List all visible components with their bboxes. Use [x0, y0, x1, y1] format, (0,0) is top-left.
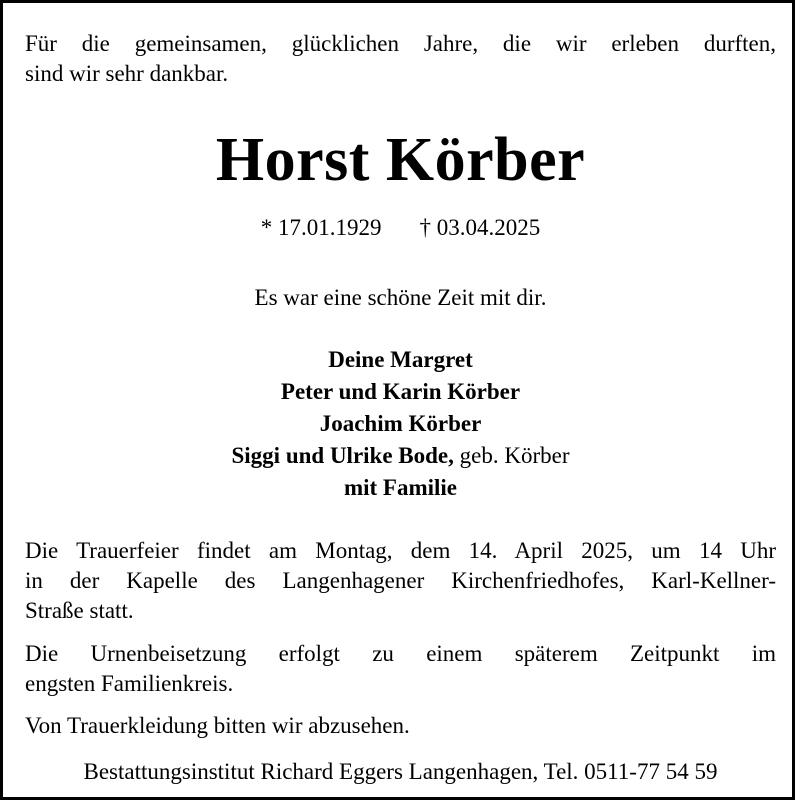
mourner-line-1: Deine Margret	[328, 347, 473, 372]
deceased-name: Horst Körber	[215, 126, 586, 194]
mourner-line-2: Peter und Karin Körber	[280, 379, 521, 404]
urn-line-1: Die Urnenbeisetzung erfolgt zu einem späterem Zeitpunkt im	[25, 641, 776, 666]
motto: Es war eine schöne Zeit mit dir.	[254, 285, 547, 310]
funeral-line-1: Die Trauerfeier findet am Montag, dem 14. April 2025, um 14 Uhr	[25, 538, 776, 563]
mourner-line-3: Joachim Körber	[319, 411, 482, 436]
death-date: † 03.04.2025	[419, 215, 541, 240]
funeral-line-3: Straße statt.	[25, 598, 134, 623]
birth-date: * 17.01.1929	[260, 215, 382, 240]
mourner-line-5: mit Familie	[343, 475, 458, 500]
intro-line-2: sind wir sehr dankbar.	[25, 61, 229, 86]
life-dates	[3, 213, 795, 243]
intro-line-1: Für die gemeinsamen, glücklichen Jahre, die wir erleben durften,	[25, 31, 776, 56]
urn-line-2: engsten Familienkreis.	[25, 671, 234, 696]
undertaker-info: Bestattungsinstitut Richard Eggers Langenhagen, Tel. 0511-77 54 59	[83, 759, 718, 784]
mourner-line-4	[3, 441, 795, 471]
mourner-line-4-maiden: geb. Körber	[459, 443, 570, 468]
attire-note: Von Trauerkleidung bitten wir abzusehen.	[25, 713, 410, 738]
funeral-line-2: in der Kapelle des Langenhagener Kirchenfriedhofes, Karl-Kellner-	[25, 568, 776, 593]
mourner-line-4-names: Siggi und Ulrike Bode,	[231, 443, 454, 468]
